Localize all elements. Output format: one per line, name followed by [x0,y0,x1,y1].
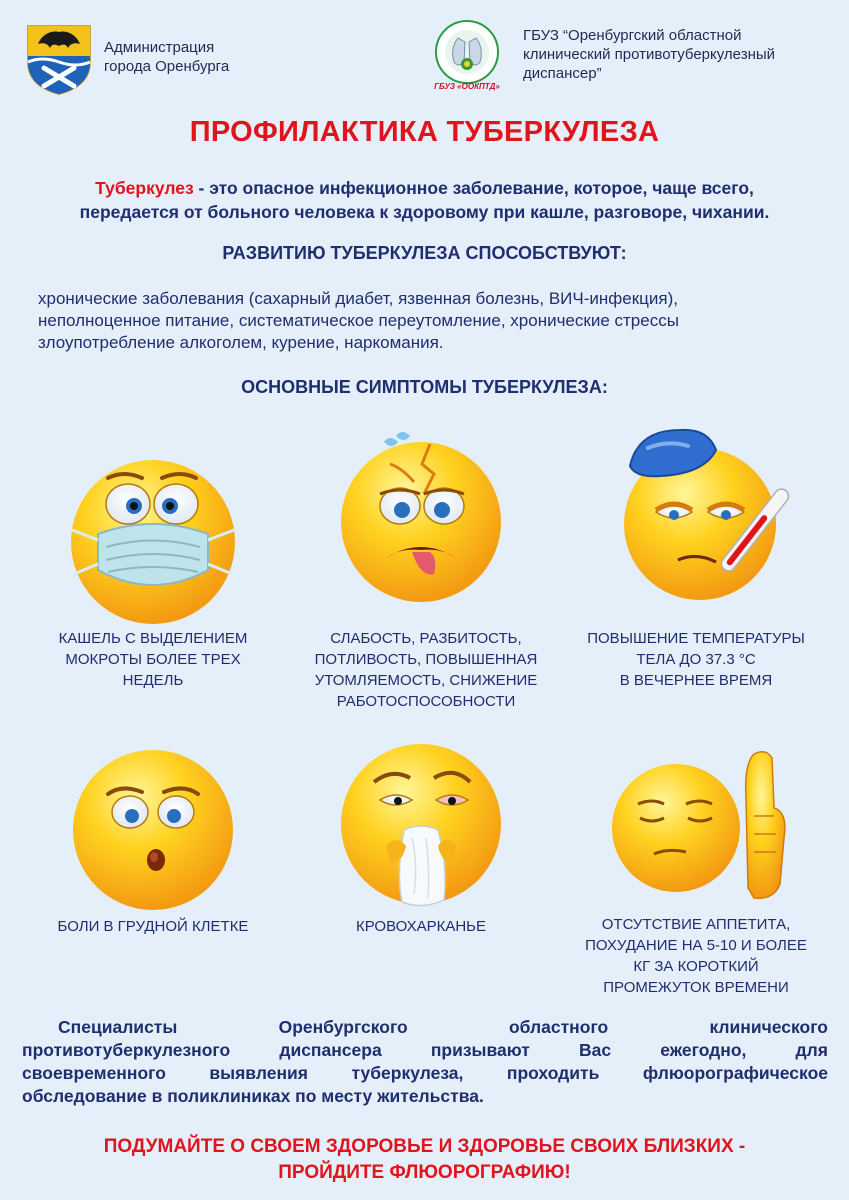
symptom-caption-appetite: ОТСУТСТВИЕ АППЕТИТА, ПОХУДАНИЕ НА 5-10 И БОЛЕЕ КГ ЗА КОРОТКИЙ ПРОМЕЖУТОК ВРЕМЕНИ [585,916,807,996]
risk-line-2: неполноценное питание, систематическое переутомление, хронические стрессы [38,311,679,330]
logo-label: ГБУЗ «ООКПТД» [434,82,500,91]
intro-term: Туберкулез [95,178,194,198]
exhausted-face-emoji-icon [326,428,516,608]
intro-line-1: - это опасное инфекционное заболевание, которое, чаще всего, [193,178,754,198]
risk-factors-heading: РАЗВИТИЮ ТУБЕРКУЛЕЗА СПОСОБСТВУЮТ: [222,243,627,263]
refusing-hand-emoji-icon [604,738,794,918]
symptom-caption-fever: ПОВЫШЕНИЕ ТЕМПЕРАТУРЫ ТЕЛА ДО 37.3 °С В ВЕЧЕРНЕЕ ВРЕМЯ [587,630,805,689]
page-title: ПРОФИЛАКТИКА ТУБЕРКУЛЕЗА [189,116,660,148]
symptom-caption-chest-pain: БОЛИ В ГРУДНОЙ КЛЕТКЕ [57,918,249,935]
cta-line-2: ПРОЙДИТЕ ФЛЮОРОГРАФИЮ! [278,1162,571,1183]
tissue-cough-emoji-icon [326,734,516,914]
symptom-caption-cough: КАШЕЛЬ С ВЫДЕЛЕНИЕМ МОКРОТЫ БОЛЕЕ ТРЕХ НЕДЕЛЬ [58,630,248,689]
administration-name [104,38,229,76]
call-to-action [0,1134,849,1186]
intro-paragraph [20,176,829,224]
worried-face-emoji-icon [58,740,248,920]
closing-paragraph [22,1016,828,1108]
symptom-caption-weakness: СЛАБОСТЬ, РАЗБИТОСТЬ, ПОТЛИВОСТЬ, ПОВЫШЕННАЯ УТОМЛЯЕМОСТЬ, СНИЖЕНИЕ РАБОТОСПОСОБНОСТИ [314,630,538,710]
oren-coat-of-arms-icon [22,22,96,96]
symptoms-heading: ОСНОВНЫЕ СИМПТОМЫ ТУБЕРКУЛЕЗА: [241,377,608,397]
closing-line-2: противотуберкулезного диспансера призывают Вас ежегодно, для [22,1040,828,1060]
closing-line-4: обследование в поликлиниках по месту жительства. [22,1086,484,1106]
risk-line-3: злоупотребление алкоголем, курение, наркомания. [38,333,444,352]
admin-line-1: Администрация [104,39,215,56]
gbuz-line-1: ГБУЗ “Оренбургский областной [523,27,742,44]
header [0,0,849,110]
gbuz-dispensary-name [523,26,833,83]
mask-face-emoji-icon [58,452,248,632]
cta-line-1: ПОДУМАЙТЕ О СВОЕМ ЗДОРОВЬЕ И ЗДОРОВЬЕ СВОИХ БЛИЗКИХ - [103,1136,746,1157]
risk-line-1: хронические заболевания (сахарный диабет, язвенная болезнь, ВИЧ-инфекция), [38,289,678,308]
gbuz-line-3: диспансер” [523,65,602,82]
risk-factors-text [38,288,828,354]
gbuz-line-2: клинический противотуберкулезный [523,46,776,63]
gbuz-dispensary-logo-icon [424,18,510,92]
closing-line-1: Специалисты Оренбургского областного клинического [58,1017,828,1037]
admin-line-2: города Оренбурга [104,58,230,75]
fever-thermometer-emoji-icon [608,420,798,600]
intro-line-2: передается от больного человека к здоровому при кашле, разговоре, чихании. [79,202,770,222]
symptom-caption-hemoptysis: КРОВОХАРКАНЬЕ [355,918,487,935]
closing-line-3: своевременного выявления туберкулеза, проходить флюорографическое [22,1063,828,1083]
